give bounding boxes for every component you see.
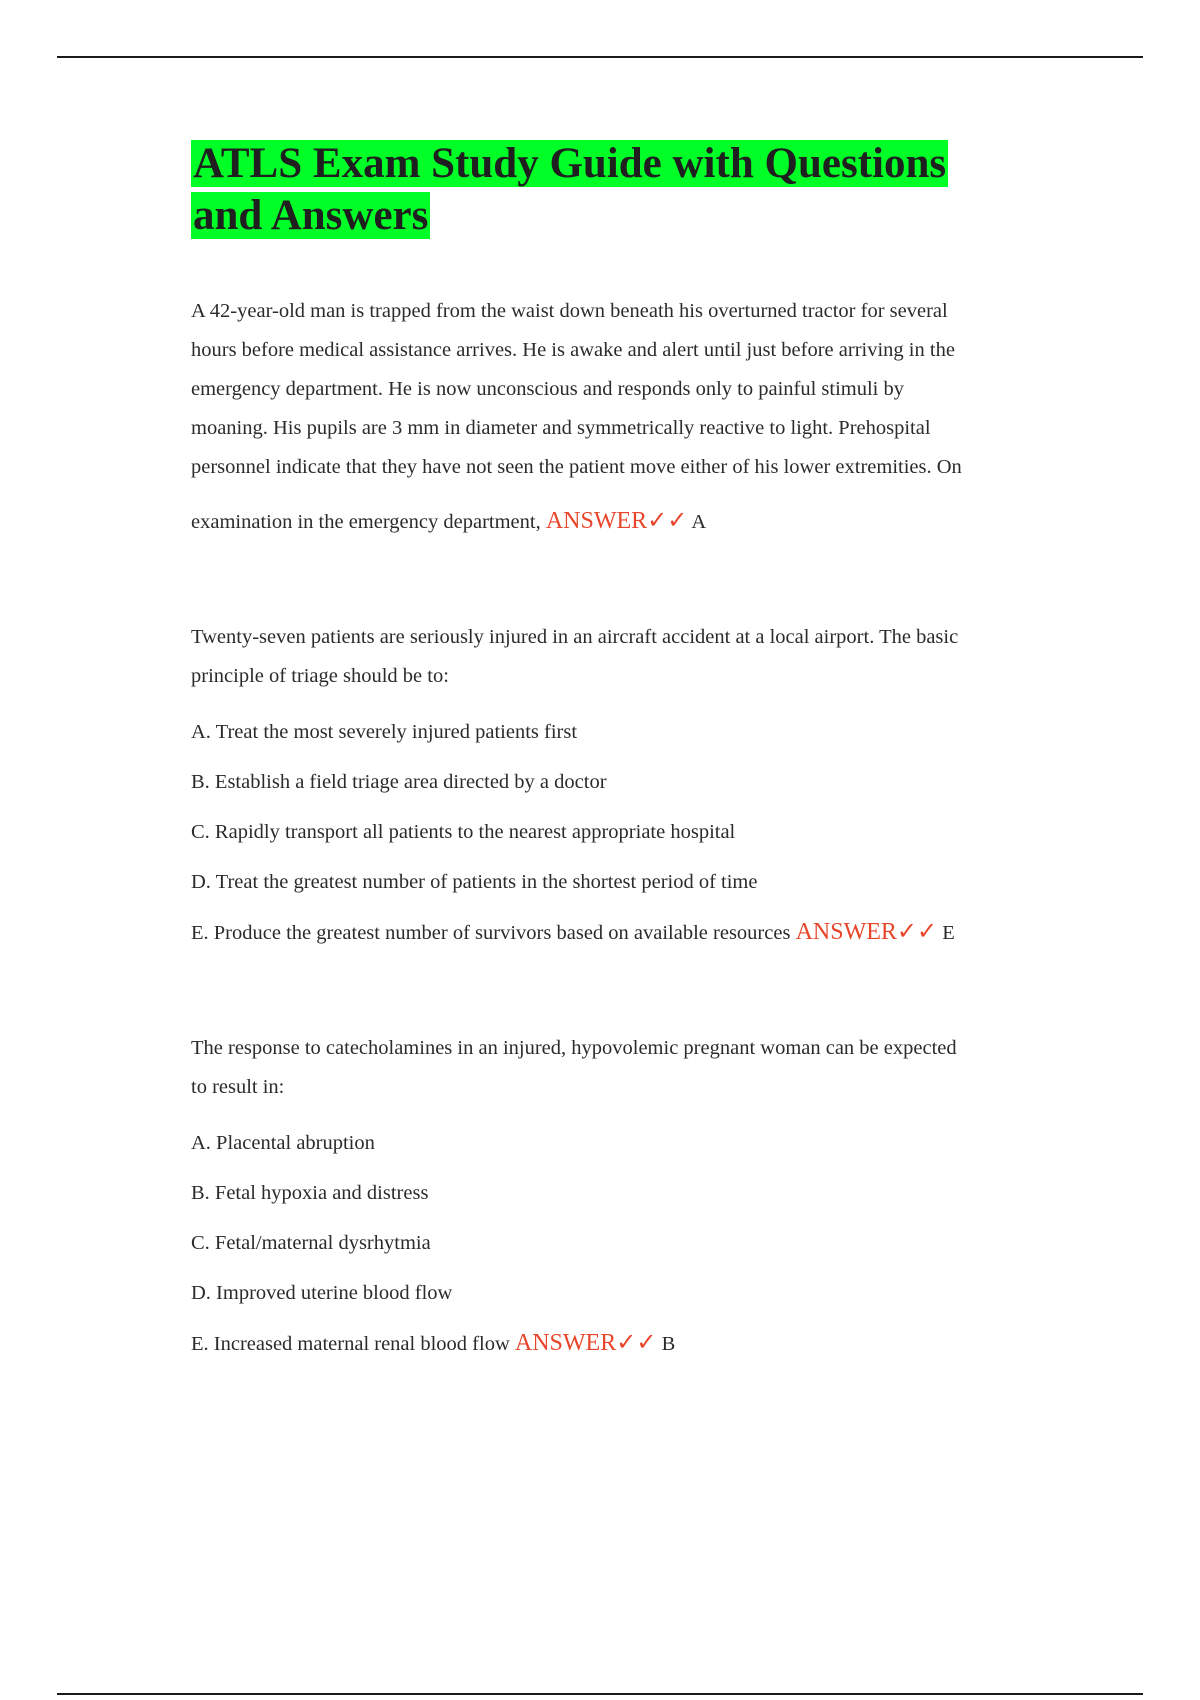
question-1-line-2: hours before medical assistance arrives. He is awake and alert until just before arriving in the: [191, 339, 955, 361]
question-1: [191, 292, 1051, 546]
question-3: [191, 1029, 1051, 1368]
question-1-line-5: personnel indicate that they have not seen the patient move either of his lower extremities. On: [191, 456, 962, 478]
question-2-option-b: B. Establish a field triage area directed by a doctor: [191, 771, 607, 793]
title-highlight: [191, 140, 948, 239]
answer-marker: ANSWER✓✓: [545, 508, 688, 534]
title-line-1: ATLS Exam Study Guide with Questions: [193, 140, 947, 187]
question-2-option-e: E. Produce the greatest number of survivors based on available resources: [191, 922, 791, 944]
question-3-line-2: to result in:: [191, 1076, 285, 1098]
header-rule: [57, 56, 1143, 58]
question-3-option-a: A. Placental abruption: [191, 1132, 375, 1154]
question-2-line-2: principle of triage should be to:: [191, 665, 449, 687]
question-3-answer-line: [191, 1319, 1051, 1368]
question-1-line-4: moaning. His pupils are 3 mm in diameter and symmetrically reactive to light. Prehospital: [191, 417, 931, 439]
question-2-option-d: D. Treat the greatest number of patients in the shortest period of time: [191, 871, 758, 893]
question-1-line-1: A 42-year-old man is trapped from the waist down beneath his overturned tractor for several: [191, 300, 948, 322]
question-3-option-d: D. Improved uterine blood flow: [191, 1282, 453, 1304]
question-2: [191, 618, 1051, 957]
answer-marker: ANSWER✓✓: [795, 919, 938, 945]
question-3-line-1: The response to catecholamines in an injured, hypovolemic pregnant woman can be expected: [191, 1037, 957, 1059]
question-2-option-a: A. Treat the most severely injured patients first: [191, 721, 578, 743]
question-3-answer: B: [661, 1333, 676, 1355]
question-1-line-6: examination in the emergency department,: [191, 511, 541, 533]
title-line-2: and Answers: [193, 192, 429, 239]
question-2-answer: E: [942, 922, 955, 944]
question-1-answer-line: [191, 497, 1051, 546]
question-2-option-c: C. Rapidly transport all patients to the nearest appropriate hospital: [191, 821, 736, 843]
question-3-option-c: C. Fetal/maternal dysrhytmia: [191, 1232, 431, 1254]
document-title: [191, 138, 1051, 242]
answer-marker: ANSWER✓✓: [514, 1330, 657, 1356]
question-3-option-b: B. Fetal hypoxia and distress: [191, 1182, 429, 1204]
document-body: [191, 138, 1051, 1368]
question-3-option-e: E. Increased maternal renal blood flow: [191, 1333, 510, 1355]
question-2-line-1: Twenty-seven patients are seriously injured in an aircraft accident at a local airport. The basic: [191, 626, 959, 648]
question-1-answer: A: [691, 511, 707, 533]
footer-rule: [57, 1693, 1143, 1695]
question-1-line-3: emergency department. He is now unconscious and responds only to painful stimuli by: [191, 378, 905, 400]
question-2-answer-line: [191, 908, 1051, 957]
